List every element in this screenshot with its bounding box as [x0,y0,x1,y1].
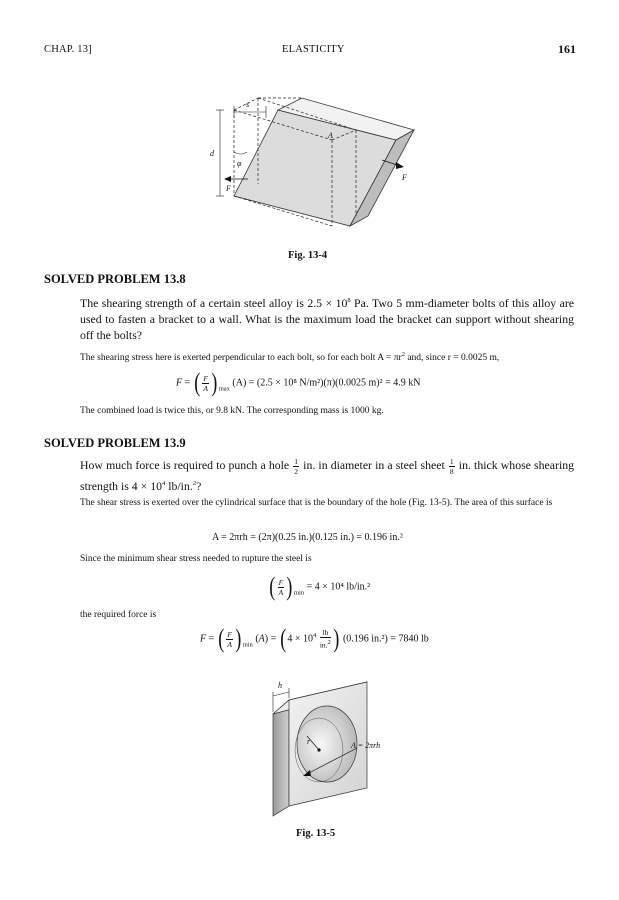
problem-13-8-solution-2: The combined load is twice this, or 9.8 kN. The corresponding mass is 1000 kg. [80,406,384,416]
equation-13-8: F = ( $\frac{F}{A}$ )$_{max}$ (A) = (2.5 × 10⁸ N/m²)(π)(0.0025 m)² = 4.9 kN [176,368,421,397]
label-s: s [246,100,250,109]
problem-13-9-solution-1: The shear stress is exerted over the cylindrical surface that is the boundary of the hole (Fig. 13-5). The area of this surface is [80,498,553,508]
figure-13-5-punched-plate [245,678,385,818]
label-f-left: F [226,184,231,193]
label-r: r [307,737,311,746]
problem-13-8-heading: SOLVED PROBLEM 13.8 [44,272,186,286]
figure-13-4-sheared-block [200,90,420,240]
problem-13-8-question: The shearing strength of a certain steel alloy is $2.5 \times 10^8$ Pa. Two 5 mm-diameter bolts of this alloy are used to fasten a bracket to a wall. What is the maximum load the bracket can support without shearing off the bolts? [80,295,574,342]
equation-area: A = 2πrh = (2π)(0.25 in.)(0.125 in.) = 0.196 in.² [212,532,403,543]
figure-13-4-caption: Fig. 13-4 [288,250,328,261]
page-number: 161 [558,42,576,56]
problem-13-9-solution-3: the required force is [80,610,157,620]
equation-min-stress: ( $\frac{F}{A}$ )$_{min} = 4 \times 10^4$ lb/in.² [269,572,371,601]
label-f-right: F [402,173,407,182]
label-d: d [210,149,214,158]
problem-13-9-solution-2: Since the minimum shear stress needed to rupture the steel is [80,554,312,564]
figure-13-5-caption: Fig. 13-5 [296,828,336,839]
problem-13-9-question: How much force is required to punch a hole $\frac{1}{2}$ in. in diameter in a steel sheet $\frac{1}{8}$ in. thick whose shearing strength is $4 \times 10^4$ lb/in.$^2$? [80,457,575,493]
problem-13-9-heading: SOLVED PROBLEM 13.9 [44,436,186,450]
label-phi: φ [237,159,242,168]
problem-13-8-solution-1: The shearing stress here is exerted perpendicular to each bolt, so for each bolt $A = \pi r^2$ and, since r = 0.0025 m, [80,351,500,364]
running-header-chapter: CHAP. 13] [44,44,92,55]
label-a: A [328,131,333,140]
running-header-title: ELASTICITY [282,44,345,55]
label-area: A = 2πrh [351,741,381,750]
label-h: h [278,681,282,690]
equation-force: F = ( $\frac{F}{A}$ )$_{min}$ $(A) = (4 \times 10^4$ $\frac{lb}{in.^2}$ ) (0.196 in.²) = 7840 lb [200,624,429,653]
